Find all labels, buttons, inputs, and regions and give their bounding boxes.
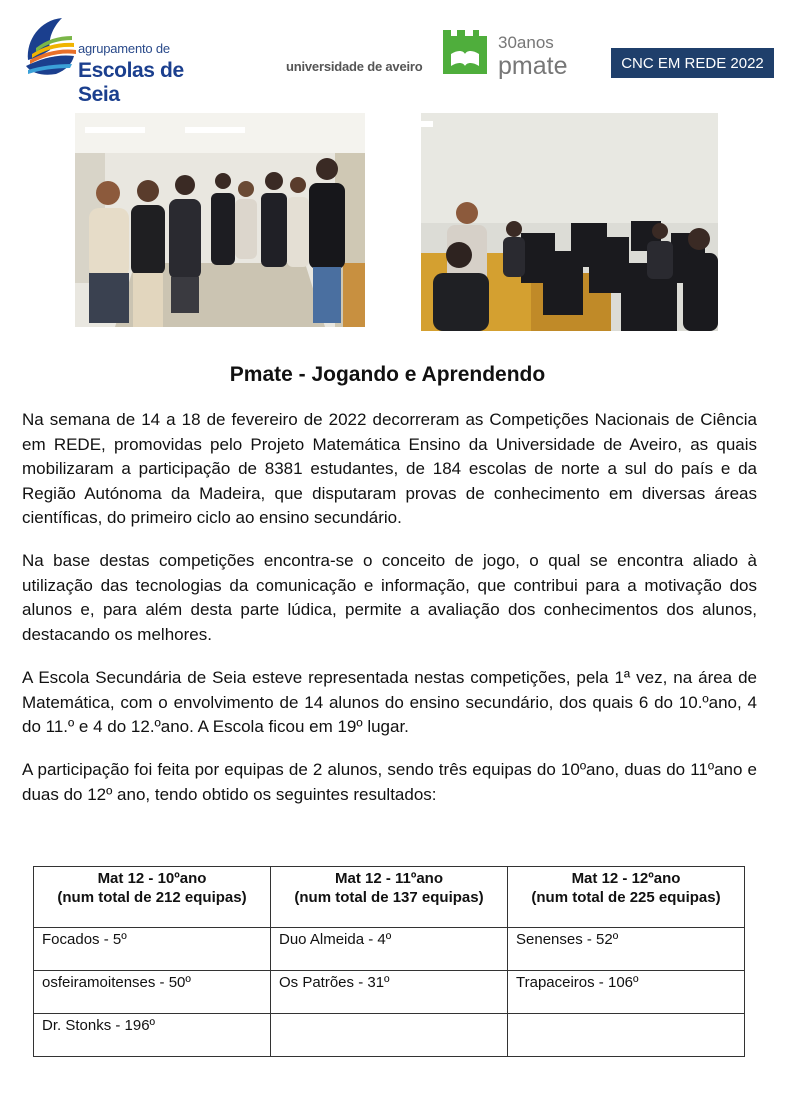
universidade-de-aveiro-pmate-logo xyxy=(286,28,586,82)
paragraph-1: Na semana de 14 a 18 de fevereiro de 2022 decorreram as Competições Nacionais de Ciência em REDE, promovidas pelo Projeto Matemática Ensino da Universidade de Aveiro, as quais mobilizaram a participação de 8381 estudantes, de 184 escolas de norte a sul do país e da Região Autónoma da Madeira, que disputaram provas de conhecimento em diversas áreas científicas, do primeiro ciclo ao ensino secundário. xyxy=(22,410,757,527)
column-header-subtitle: (num total de 137 equipas) xyxy=(294,889,484,906)
table-cell xyxy=(271,1014,508,1057)
table-row xyxy=(34,928,745,971)
column-header-title: Mat 12 - 12ºano xyxy=(571,870,681,887)
table-cell: Dr. Stonks - 196º xyxy=(34,1014,271,1057)
pmate-name: pmate xyxy=(498,52,568,80)
column-header-12ano xyxy=(508,867,745,928)
group-of-students-photo xyxy=(75,113,365,327)
table-cell: Focados - 5º xyxy=(34,928,271,971)
column-header-subtitle: (num total de 225 equipas) xyxy=(531,889,721,906)
paragraph-3: A Escola Secundária de Seia esteve representada nestas competições, pela 1ª vez, na área de Matemática, com o envolvimento de 14 alunos do ensino secundário, dos quais 6 do 10.ºano, 4 do 11.º e 4 do 12.ºano. A Escola ficou em 19º lugar. xyxy=(22,668,757,736)
table-cell: Duo Almeida - 4º xyxy=(271,928,508,971)
column-header-subtitle: (num total de 212 equipas) xyxy=(57,889,247,906)
column-header-title: Mat 12 - 11ºano xyxy=(334,870,444,887)
table-header-row xyxy=(34,867,745,928)
ua-logo-text: universidade de aveiro xyxy=(286,59,423,74)
paragraph-4: A participação foi feita por equipas de 2 alunos, sendo três equipas do 10ºano, duas do 11ºano e duas do 12º ano, tendo obtido os seguintes resultados: xyxy=(22,760,757,804)
table-cell: Trapaceiros - 106º xyxy=(508,971,745,1014)
table-cell xyxy=(508,1014,745,1057)
table-cell: Os Patrões - 31º xyxy=(271,971,508,1014)
cnc-em-rede-badge: CNC EM REDE 2022 xyxy=(611,48,774,78)
universidade-de-aveiro-logo-icon xyxy=(441,28,489,76)
computer-room-photo xyxy=(421,113,718,331)
article-title: Pmate - Jogando e Aprendendo xyxy=(229,363,546,386)
escolas-de-seia-logo-icon xyxy=(22,14,78,84)
seia-logo-line1: agrupamento de xyxy=(78,41,170,56)
column-header-11ano xyxy=(271,867,508,928)
table-row xyxy=(34,1014,745,1057)
pmate-anos: 30anos xyxy=(498,33,554,52)
results-table xyxy=(33,866,745,1057)
escolas-de-seia-logo xyxy=(22,14,212,106)
paragraph-2: Na base destas competições encontra-se o conceito de jogo, o qual se encontra aliado à utilização das tecnologias da comunicação e informação, que contribui para a motivação dos alunos e, para além desta parte lúdica, permite a avaliação dos conhecimentos dos alunos, destacando os melhores. xyxy=(22,551,757,644)
table-cell: Senenses - 52º xyxy=(508,928,745,971)
column-header-title: Mat 12 - 10ºano xyxy=(97,870,207,887)
table-row xyxy=(34,971,745,1014)
seia-logo-line2: Escolas de Seia xyxy=(78,59,184,106)
column-header-10ano xyxy=(34,867,271,928)
table-cell: osfeiramoitenses - 50º xyxy=(34,971,271,1014)
